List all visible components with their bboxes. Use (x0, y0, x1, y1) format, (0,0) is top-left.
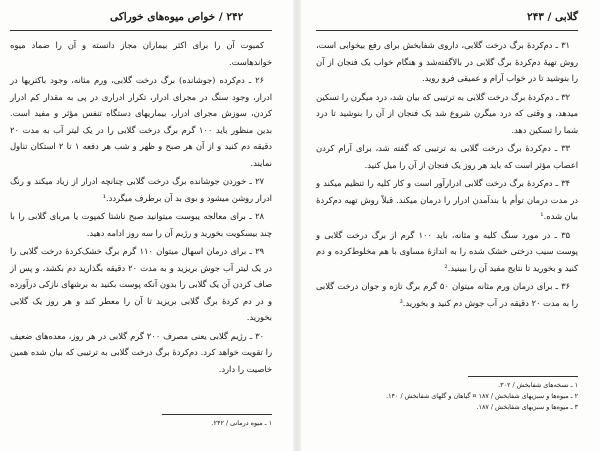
footnote: ۱ ـ میوه درمانی / ۲۴۲. (211, 419, 272, 427)
running-head-right: گلابی / ۲۴۳ (526, 11, 578, 23)
page-243 (300, 0, 590, 451)
paragraph: ۲۷ ـ خوردن جوشانده برگ درخت گلابی چنانچه ادرار از زیاد میکند و رنگ ادرار روشن میشود و بوی بد آن برطرف میگردد.¹ (10, 176, 272, 203)
footnotes-right (316, 366, 578, 413)
paragraph: ۳۱ ـ دم‌کردهٔ برگ درخت گلابی، داروی شفابخش برای رفع بیخوابی است، روش تهیهٔ دم‌کردهٔ برگ گلابی در بالاگفته‌شد و هنگام خواب یک فنجان از آن را بنوشید تا در خواب آرام و عمیقی فرو روید. (316, 40, 578, 83)
paragraph: ۳۴ ـ دم‌کردهٔ برگ درخت گلابی ادرارآور است و کار کلیه را تنظیم میکند و در مدت درمان توأم با بندآمدن ادرار را درمان میکند. قبلاً روش تهیه دم‌کردهٔ بیان شده.¹ (316, 178, 578, 221)
footnote-rule-left (162, 414, 272, 415)
body-text-left (10, 37, 272, 377)
footnote-rule-right (468, 376, 578, 377)
footnote: ۱ ـ نسخه‌های شفابخش / ۳۰۲. (498, 381, 578, 389)
header-rule-left (10, 30, 272, 31)
footnote: ۲ ـ میوه‌ها و سبزیهای شفابخش / ۱۸۷ ¤ گیاهان و گلهای شفابخش / ۱۴۰. (386, 392, 578, 400)
paragraph: ۳۵ ـ در مورد سنگ کلیه و مثانه، باید ۱۰۰ گرم از برگ درخت گلابی و پوست سیب درختی خشک شده را به اندازهٔ مساوی با هم مخلوط‌کرده و دم کنید و بخورید تا نتایج مفید آن را ببینید.² (316, 229, 578, 273)
paragraph: ۲۸ ـ برای معالجه یبوست میتوانید صبح ناشتا کمپوت یا مربای گلابی را با چند بیسکویت بخورید و رژیم آن را سه روز ادامه دهید. (10, 211, 272, 238)
paragraph: ۳۰ ـ رژیم گلابی یعنی مصرف ۲۰۰ گرم گلابی در هر روز، معده‌های ضعیف را تقویت خواهد کرد. دم‌کردهٔ برگ درخت گلابی به ترتیبی که بیان شده همین خاصیت را دارد. (10, 330, 272, 374)
header-rule-right (316, 30, 578, 31)
paragraph: ۳۲ ـ دم‌کردهٔ برگ درخت گلابی به ترتیبی که بیان شد، درد میگرن را تسکین میدهد، و وقتی که درد میگرن شروع شد یک فنجان از آن را بنوشید تا درد شما را تسکین دهد. (316, 91, 578, 135)
paragraph: ۳۶ ـ برای درمان ورم مثانه میتوان ۵۰ گرم برگ تازه و جوان درخت گلابی را به مدت ۲۰ دقیقه در آب جوش دم کنید و بخورید.³ (316, 281, 578, 308)
footnote: ۳ ـ میوه‌ها و سبزیهای شفابخش / ۱۸۷. (476, 403, 578, 411)
paragraph: ۳۳ ـ دم‌کردهٔ برگ درخت گلابی به ترتیبی که گفته شد، برای آرام کردن اعصاب مؤثر است که باید هر روز یک فنجان از آن را میل کنید. (316, 143, 578, 170)
running-head-left: ۲۴۲ / خواص میوه‌های خوراکی (110, 11, 244, 23)
footnotes-left (10, 404, 272, 429)
body-text-right (316, 37, 578, 311)
paragraph: کمبوت آن را برای اکثر بیماران مجاز دانسته و آن را ضماد میوه خواندهاست. (10, 40, 272, 67)
page-242 (0, 0, 290, 451)
paragraph: ۲۶ ـ دم‌کرده (جوشانده) برگ درخت گلابی، ورم مثانه، وجود باکتریها در ادرار، وجود سنگ در مجرای ادرار، تکرار ادراری در پی به مقدار کم ادرار کردن، سوزش مجرای ادرار، بیماریهای دستگاه تنفس مؤثر و مفید است. بدین منظور باید ۱۰۰ گرم برگ درخت گلابی را در یک لیتر آب به مدت ۲۰ دقیقه دم کنید و از آن هر صبح و ظهر و شب هر دفعه ۱ تا ۲ استکان تناول نمایند. (10, 75, 273, 168)
paragraph: ۲۹ ـ برای درمان اسهال میتوان ۱۱۰ گرم برگ خشک‌کردهٔ درخت گلابی را در یک لیتر آب جوش بریزید و به مدت ۲۰ دقیقه بگذارید دم بکشد، و پس از صاف کردن آن یک گلابی را بدون آنکه پوست بکنید به برشهای نازکی درآورده و در دم کردهٔ برگ گلابی بریزید تا آن را معطر کند و هر روز یک گلابی بخورید. (10, 246, 272, 322)
